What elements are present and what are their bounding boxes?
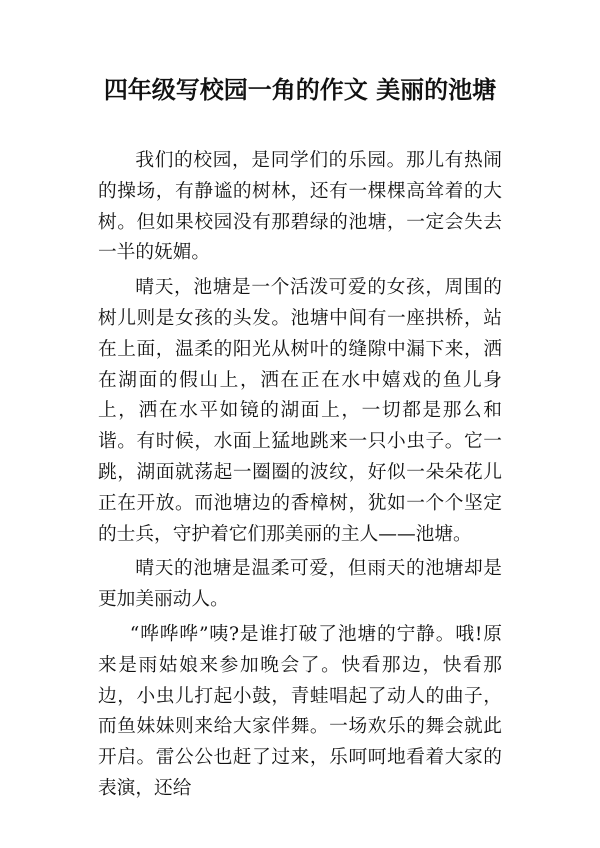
document-title: 四年级写校园一角的作文 美丽的池塘 [103,76,497,104]
document-body [98,146,502,809]
paragraph-3: 晴天的池塘是温柔可爱，但雨天的池塘却是更加美丽动人。 [98,558,502,611]
paragraph-2: 晴天，池塘是一个活泼可爱的女孩，周围的树儿则是女孩的头发。池塘中间有一座拱桥，站在上面，温柔的阳光从树叶的缝隙中漏下来，洒在湖面的假山上，洒在正在水中嬉戏的鱼儿身上，洒在水平如镜的湖面上，一切都是那么和谐。有时候，水面上猛地跳来一只小虫子。它一跳，湖面就荡起一圈圈的波纹，好似一朵朵花儿正在开放。而池塘边的香樟树，犹如一个个坚定的士兵，守护着它们那美丽的主人——池塘。 [98,277,502,545]
paragraph-1: 我们的校园，是同学们的乐园。那儿有热闹的操场，有静谧的树林，还有一棵棵高耸着的大树。但如果校园没有那碧绿的池塘，一定会失去一半的妩媚。 [98,150,502,264]
paragraph-4: “哗哗哗”咦?是谁打破了池塘的宁静。哦!原来是雨姑娘来参加晚会了。快看那边，快看那边，小虫儿打起小鼓，青蛙唱起了动人的曲子，而鱼妹妹则来给大家伴舞。一场欢乐的舞会就此开启。雷公公也赶了过来，乐呵呵地看着大家的表演，还给 [98,623,502,799]
